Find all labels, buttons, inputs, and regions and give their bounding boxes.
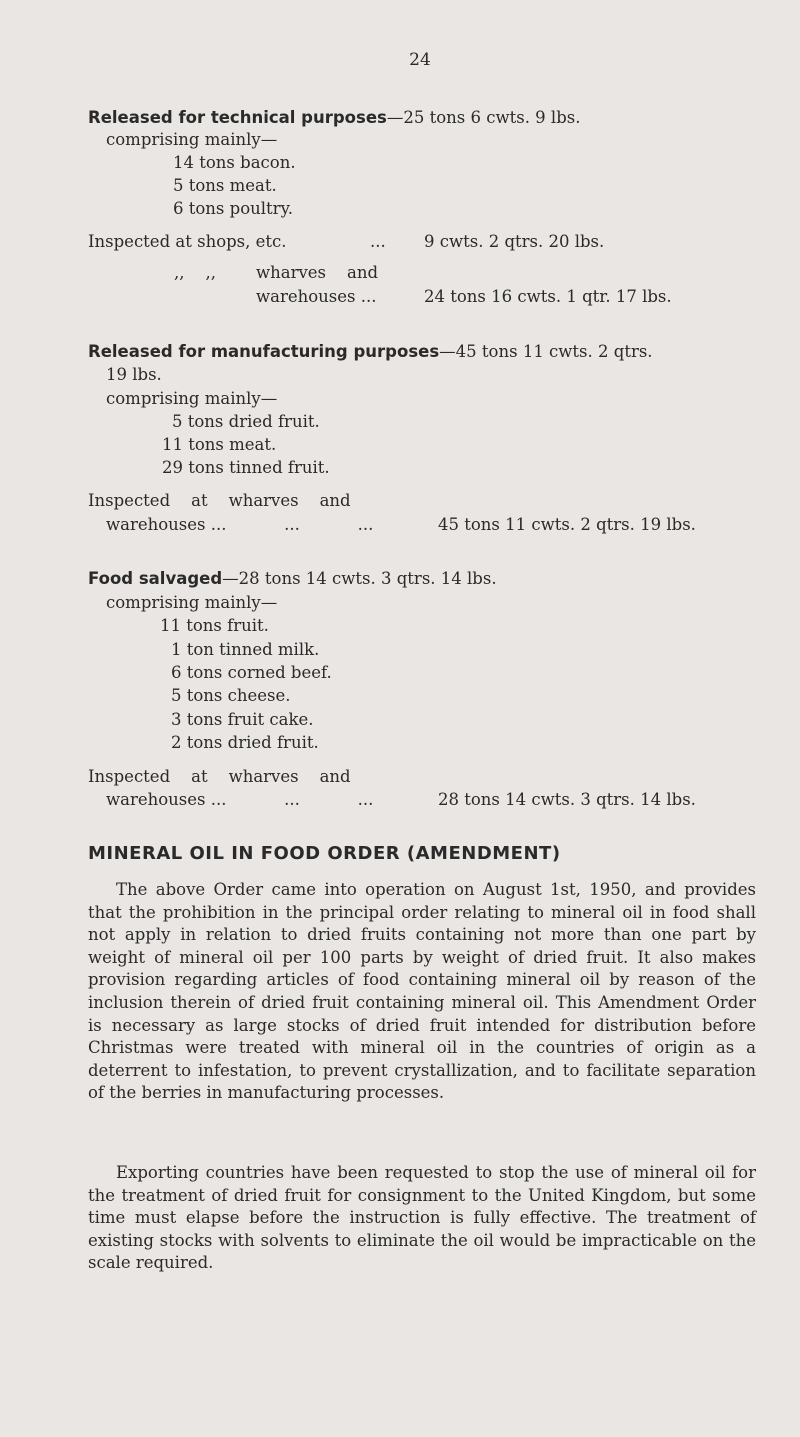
wharves-value: 24 tons 16 cwts. 1 qtr. 17 lbs. bbox=[424, 287, 672, 306]
mineral-oil-heading: MINERAL OIL IN FOOD ORDER (AMENDMENT) bbox=[88, 843, 561, 864]
manufacturing-inspected-label: warehouses ... ... ... bbox=[106, 515, 374, 534]
technical-comprising: comprising mainly— bbox=[106, 130, 278, 149]
manufacturing-total-cont: 19 lbs. bbox=[106, 365, 162, 384]
manufacturing-total: —45 tons 11 cwts. 2 qtrs. bbox=[439, 342, 653, 361]
manufacturing-item: 11 tons meat. bbox=[162, 435, 277, 454]
salvaged-inspected-value: 28 tons 14 cwts. 3 qtrs. 14 lbs. bbox=[438, 790, 696, 809]
salvaged-comprising: comprising mainly— bbox=[106, 593, 278, 612]
manufacturing-comprising: comprising mainly— bbox=[106, 389, 278, 408]
salvaged-item: 3 tons fruit cake. bbox=[171, 710, 314, 729]
wharves-label: warehouses ... bbox=[256, 287, 377, 306]
manufacturing-heading: Released for manufacturing purposes bbox=[88, 342, 440, 361]
manufacturing-item: 29 tons tinned fruit. bbox=[162, 458, 330, 477]
page-number: 24 bbox=[409, 50, 431, 70]
mineral-oil-paragraph-2 bbox=[88, 1162, 756, 1275]
technical-item: 6 tons poultry. bbox=[173, 199, 293, 218]
salvaged-inspected-label: warehouses ... ... ... bbox=[106, 790, 374, 809]
technical-total: —25 tons 6 cwts. 9 lbs. bbox=[386, 108, 581, 127]
manufacturing-heading-line bbox=[88, 341, 653, 363]
salvaged-heading: Food salvaged bbox=[88, 569, 223, 588]
salvaged-item: 2 tons dried fruit. bbox=[171, 733, 319, 752]
technical-heading-line bbox=[88, 107, 580, 129]
salvaged-item: 6 tons corned beef. bbox=[171, 663, 332, 682]
salvaged-item: 5 tons cheese. bbox=[171, 686, 291, 705]
inspected-shops-value: 9 cwts. 2 qtrs. 20 lbs. bbox=[424, 232, 605, 251]
mineral-oil-paragraph-1 bbox=[88, 879, 756, 1105]
paragraph-text: Exporting countries have been requested to stop the use of mineral oil for the treatment of dried fruit for consignment to the United Kingdom, but some time must elapse before the instruction is fully effective. The treatment of existing stocks with solvents to eliminate the oil would be impracticable on the scale required. bbox=[88, 1163, 756, 1273]
salvaged-heading-line bbox=[88, 568, 497, 590]
ditto-marks: ,, ,, bbox=[174, 263, 216, 282]
salvaged-total: —28 tons 14 cwts. 3 qtrs. 14 lbs. bbox=[222, 569, 497, 588]
inspected-shops-label: Inspected at shops, etc. bbox=[88, 232, 287, 251]
manufacturing-item: 5 tons dried fruit. bbox=[172, 412, 320, 431]
wharves-label: wharves and bbox=[256, 263, 379, 282]
salvaged-item: 1 ton tinned milk. bbox=[171, 640, 320, 659]
salvaged-inspected-label: Inspected at wharves and bbox=[88, 767, 351, 786]
paragraph-text: The above Order came into operation on August 1st, 1950, and provides that the prohibition in the principal order relating to mineral oil in food shall not apply in relation to dried fruits containing not more than one part by weight of mineral oil per 100 parts by weight of dried fruit. It also makes provision regarding articles of food containing mineral oil by reason of the inclusion therein of dried fruit containing mineral oil. This Amendment Order is necessary as large stocks of dried fruit intended for distribution before Christmas were treated with mineral oil in the countries of origin as a deterrent to infestation, to prevent crystallization, and to facilitate separation of the berries in manufacturing processes. bbox=[88, 880, 756, 1103]
manufacturing-inspected-value: 45 tons 11 cwts. 2 qtrs. 19 lbs. bbox=[438, 515, 696, 534]
inspected-shops-dots: ... bbox=[370, 232, 386, 251]
technical-item: 14 tons bacon. bbox=[173, 153, 296, 172]
technical-heading: Released for technical purposes bbox=[88, 108, 387, 127]
salvaged-item: 11 tons fruit. bbox=[160, 616, 269, 635]
manufacturing-inspected-label: Inspected at wharves and bbox=[88, 491, 351, 510]
technical-item: 5 tons meat. bbox=[173, 176, 277, 195]
